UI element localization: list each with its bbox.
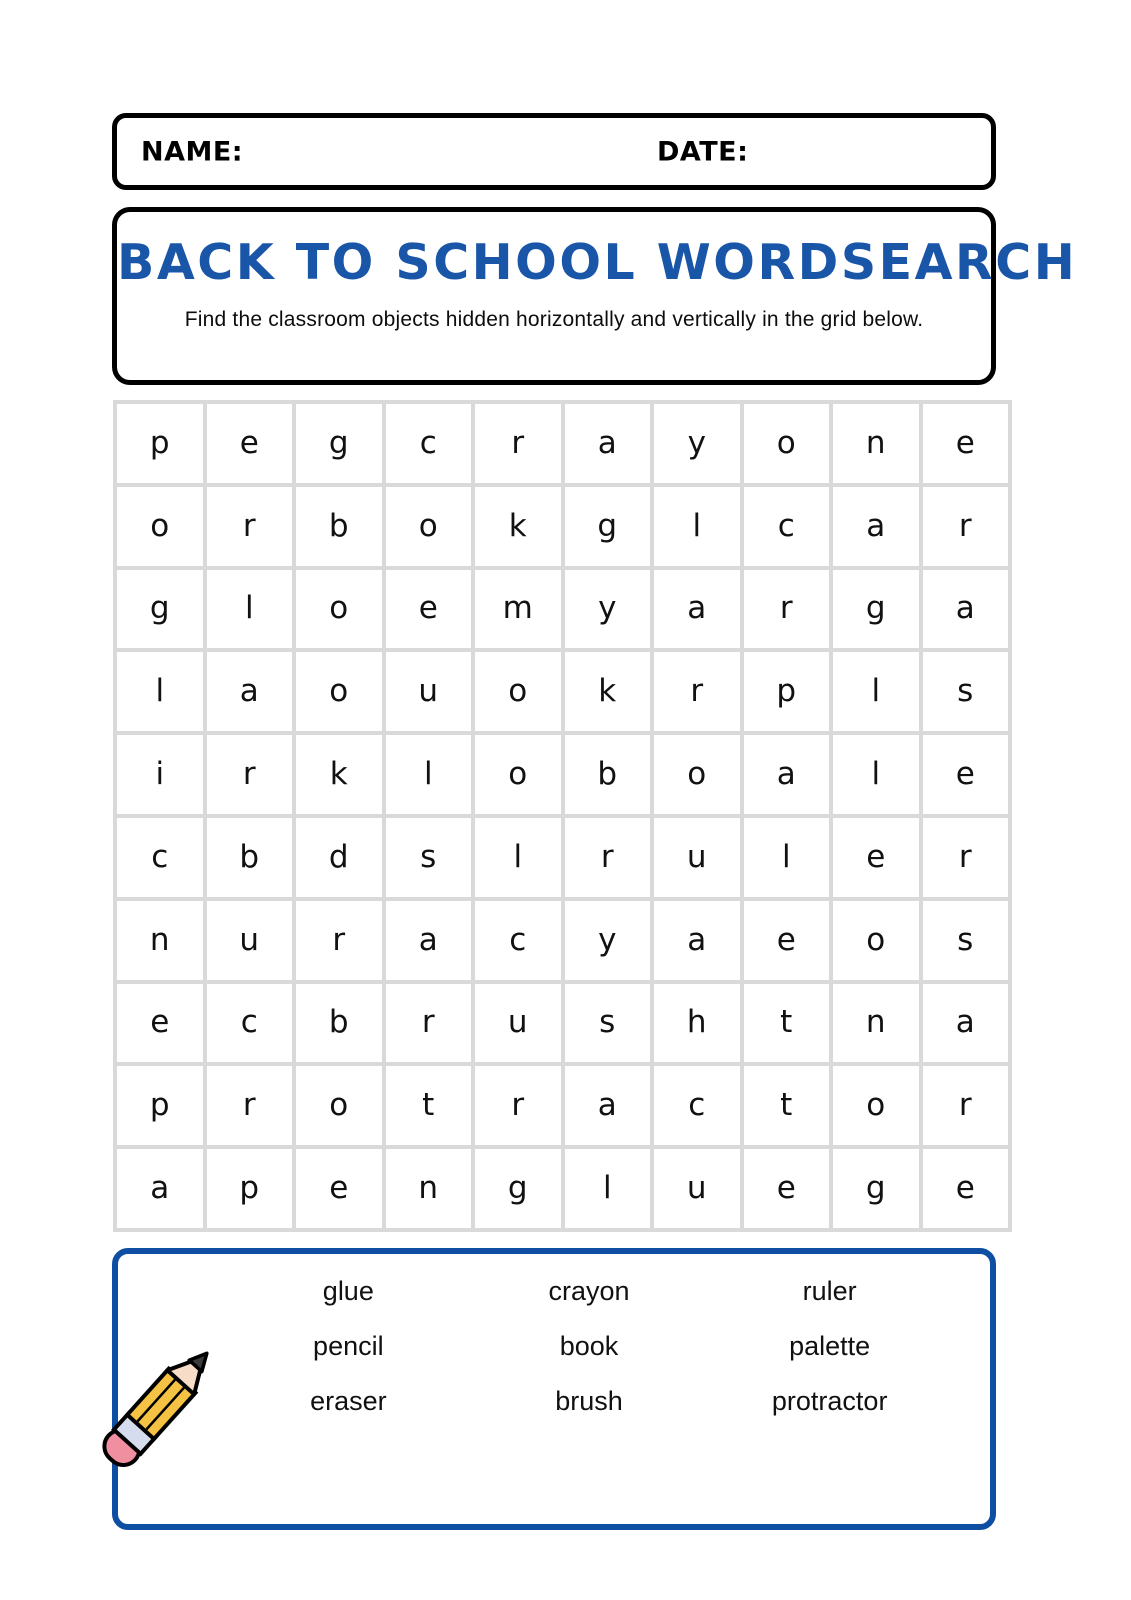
grid-cell[interactable]: e — [386, 570, 472, 649]
grid-cell[interactable]: r — [923, 818, 1009, 897]
grid-cell[interactable]: g — [475, 1149, 561, 1228]
grid-cell[interactable]: r — [207, 735, 293, 814]
grid-cell[interactable]: l — [654, 487, 740, 566]
grid-cell[interactable]: o — [386, 487, 472, 566]
grid-cell[interactable]: y — [565, 901, 651, 980]
word-list-item[interactable]: crayon — [548, 1276, 630, 1306]
name-date-bar — [112, 113, 996, 190]
grid-cell[interactable]: o — [296, 652, 382, 731]
grid-cell[interactable]: r — [923, 1066, 1009, 1145]
grid-cell[interactable]: s — [565, 984, 651, 1063]
grid-cell[interactable]: s — [923, 901, 1009, 980]
page-title: BACK TO SCHOOL WORDSEARCH — [117, 234, 1078, 291]
grid-cell[interactable]: e — [923, 404, 1009, 483]
page-subtitle: Find the classroom objects hidden horizontally and vertically in the grid below. — [184, 308, 924, 331]
grid-cell[interactable]: r — [207, 487, 293, 566]
grid-cell[interactable]: p — [117, 404, 203, 483]
grid-cell[interactable]: a — [117, 1149, 203, 1228]
grid-cell[interactable]: k — [475, 487, 561, 566]
grid-cell[interactable]: p — [207, 1149, 293, 1228]
grid-cell[interactable]: e — [833, 818, 919, 897]
grid-cell[interactable]: r — [296, 901, 382, 980]
grid-cell[interactable]: o — [744, 404, 830, 483]
grid-cell[interactable]: e — [296, 1149, 382, 1228]
grid-cell[interactable]: m — [475, 570, 561, 649]
grid-cell[interactable]: c — [654, 1066, 740, 1145]
grid-cell[interactable]: l — [207, 570, 293, 649]
grid-cell[interactable]: y — [565, 570, 651, 649]
word-list-item[interactable]: pencil — [313, 1331, 384, 1361]
grid-cell[interactable]: l — [475, 818, 561, 897]
word-list-item[interactable]: book — [559, 1331, 619, 1361]
grid-cell[interactable]: r — [386, 984, 472, 1063]
grid-cell[interactable]: h — [654, 984, 740, 1063]
grid-cell[interactable]: a — [654, 901, 740, 980]
grid-cell[interactable]: n — [833, 404, 919, 483]
date-field-label: DATE: — [657, 136, 749, 167]
grid-cell[interactable]: c — [207, 984, 293, 1063]
grid-cell[interactable]: y — [654, 404, 740, 483]
grid-cell[interactable]: l — [565, 1149, 651, 1228]
word-list-item[interactable]: brush — [555, 1386, 623, 1416]
grid-cell[interactable]: g — [833, 1149, 919, 1228]
word-list-item[interactable]: glue — [322, 1276, 374, 1306]
grid-cell[interactable]: r — [654, 652, 740, 731]
grid-cell[interactable]: a — [654, 570, 740, 649]
grid-cell[interactable]: k — [296, 735, 382, 814]
word-list-item[interactable]: palette — [789, 1331, 871, 1361]
grid-cell[interactable]: b — [296, 984, 382, 1063]
grid-cell[interactable]: k — [565, 652, 651, 731]
grid-cell[interactable]: a — [386, 901, 472, 980]
grid-cell[interactable]: g — [565, 487, 651, 566]
grid-cell[interactable]: n — [117, 901, 203, 980]
title-card — [112, 207, 1078, 385]
grid-cell[interactable]: l — [833, 652, 919, 731]
grid-cell[interactable]: l — [386, 735, 472, 814]
grid-cell[interactable]: u — [475, 984, 561, 1063]
grid-cell[interactable]: o — [833, 1066, 919, 1145]
grid-cell[interactable]: l — [744, 818, 830, 897]
grid-cell[interactable]: r — [475, 404, 561, 483]
grid-cell[interactable]: n — [386, 1149, 472, 1228]
word-list-item[interactable]: eraser — [310, 1386, 387, 1416]
grid-cell[interactable]: g — [117, 570, 203, 649]
grid-cell[interactable]: o — [296, 1066, 382, 1145]
grid-cell[interactable]: o — [296, 570, 382, 649]
grid-cell[interactable]: r — [207, 1066, 293, 1145]
grid-cell[interactable]: g — [833, 570, 919, 649]
grid-cell[interactable]: t — [386, 1066, 472, 1145]
word-list-item[interactable]: protractor — [771, 1386, 888, 1416]
grid-cell[interactable]: n — [833, 984, 919, 1063]
word-list-columns — [228, 1276, 950, 1417]
grid-cell[interactable]: a — [565, 404, 651, 483]
grid-cell[interactable]: a — [833, 487, 919, 566]
grid-cell[interactable]: r — [744, 570, 830, 649]
grid-cell[interactable]: e — [744, 901, 830, 980]
grid-cell[interactable]: l — [117, 652, 203, 731]
grid-cell[interactable]: o — [475, 735, 561, 814]
grid-cell[interactable]: a — [565, 1066, 651, 1145]
grid-cell[interactable]: r — [923, 487, 1009, 566]
grid-cell[interactable]: a — [744, 735, 830, 814]
grid-cell[interactable]: c — [117, 818, 203, 897]
name-field-label: NAME: — [141, 136, 244, 167]
grid-cell[interactable]: u — [654, 818, 740, 897]
grid-cell[interactable]: o — [654, 735, 740, 814]
grid-cell[interactable]: a — [923, 984, 1009, 1063]
grid-cell[interactable]: u — [207, 901, 293, 980]
grid-cell[interactable]: b — [296, 487, 382, 566]
grid-cell[interactable]: e — [744, 1149, 830, 1228]
grid-cell[interactable]: o — [117, 487, 203, 566]
word-list-box — [112, 1248, 996, 1530]
grid-cell[interactable]: d — [296, 818, 382, 897]
grid-cell[interactable]: t — [744, 984, 830, 1063]
grid-cell[interactable]: p — [117, 1066, 203, 1145]
grid-cell[interactable]: s — [386, 818, 472, 897]
grid-cell[interactable]: l — [833, 735, 919, 814]
grid-cell[interactable]: r — [475, 1066, 561, 1145]
grid-cell[interactable]: r — [565, 818, 651, 897]
grid-cell[interactable]: i — [117, 735, 203, 814]
grid-cell[interactable]: o — [475, 652, 561, 731]
grid-cell[interactable]: e — [117, 984, 203, 1063]
grid-cell[interactable]: a — [923, 570, 1009, 649]
grid-cell[interactable]: c — [475, 901, 561, 980]
grid-cell[interactable]: c — [386, 404, 472, 483]
grid-cell[interactable]: e — [207, 404, 293, 483]
grid-cell[interactable]: u — [386, 652, 472, 731]
grid-cell[interactable]: o — [833, 901, 919, 980]
grid-cell[interactable]: g — [296, 404, 382, 483]
grid-cell[interactable]: p — [744, 652, 830, 731]
grid-cell[interactable]: b — [565, 735, 651, 814]
wordsearch-grid[interactable] — [113, 400, 1012, 1232]
grid-cell[interactable]: c — [744, 487, 830, 566]
grid-cell[interactable]: s — [923, 652, 1009, 731]
grid-cell[interactable]: u — [654, 1149, 740, 1228]
word-list-item[interactable]: ruler — [802, 1276, 857, 1306]
grid-cell[interactable]: a — [207, 652, 293, 731]
grid-cell[interactable]: e — [923, 735, 1009, 814]
grid-cell[interactable]: b — [207, 818, 293, 897]
grid-cell[interactable]: t — [744, 1066, 830, 1145]
grid-cell[interactable]: e — [923, 1149, 1009, 1228]
